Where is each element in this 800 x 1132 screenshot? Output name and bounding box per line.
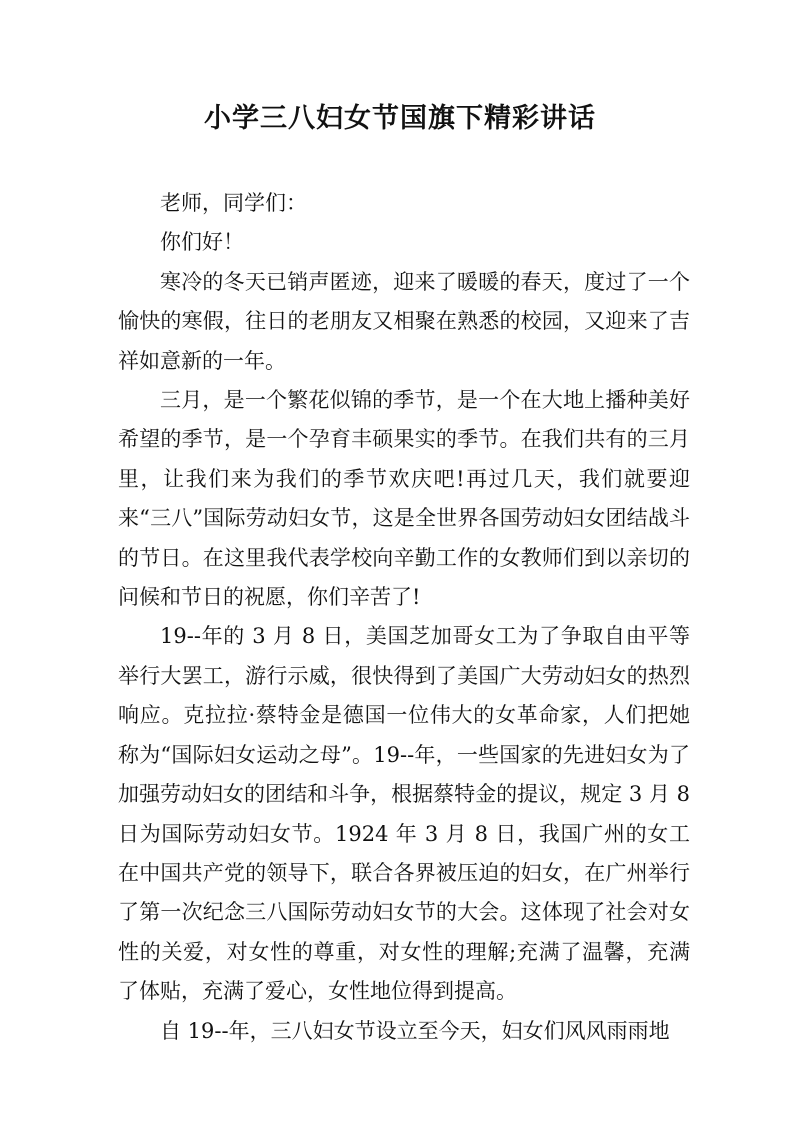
paragraph-greeting: 老师，同学们： bbox=[160, 191, 307, 215]
paragraph-march: 三月，是一个繁花似锦的季节，是一个在大地上播种美好希望的季节，是一个孕育丰硕果实的季节。在我们共有的三月里，让我们来为我们的季节欢庆吧!再过几天，我们就要迎来“三八”国际劳动妇女节，这是全世界各国劳动妇女团结战斗的节日。在这里我代表学校向辛勤工作的女教师们到以亲切的问候和节日的祝愿，你们辛苦了! bbox=[118, 388, 690, 610]
paragraph-since: 自 19--年，三八妇女节设立至今天，妇女们风风雨雨地 bbox=[160, 1018, 670, 1043]
paragraph-hello: 你们好！ bbox=[160, 230, 244, 255]
paragraph-history: 19--年的 3 月 8 日，美国芝加哥女工为了争取自由平等举行大罢工，游行示威，很快得到了美国广大劳动妇女的热烈响应。克拉拉·蔡特金是德国一位伟大的女革命家，人们把她称为“国际妇女运动之母”。19--年，一些国家的先进妇女为了加强劳动妇女的团结和斗争，根据蔡特金的提议，规定 3 月 8 日为国际劳动妇女节。1924 年 3 月 8 日，我国广州的女工在中国共产党的领导下，联合各界被压迫的妇女，在广州举行了第一次纪念三八国际劳动妇女节的大会。这体现了社会对女性的关爱，对女性的尊重，对女性的理解;充满了温馨，充满了体贴，充满了爱心，女性地位得到提高。 bbox=[118, 624, 690, 1004]
document-body bbox=[118, 184, 690, 1051]
document-title: 小学三八妇女节国旗下精彩讲话 bbox=[204, 103, 596, 134]
paragraph-spring: 寒冷的冬天已销声匿迹，迎来了暖暖的春天，度过了一个愉快的寒假，往日的老朋友又相聚在熟悉的校园，又迎来了吉祥如意新的一年。 bbox=[118, 269, 690, 373]
